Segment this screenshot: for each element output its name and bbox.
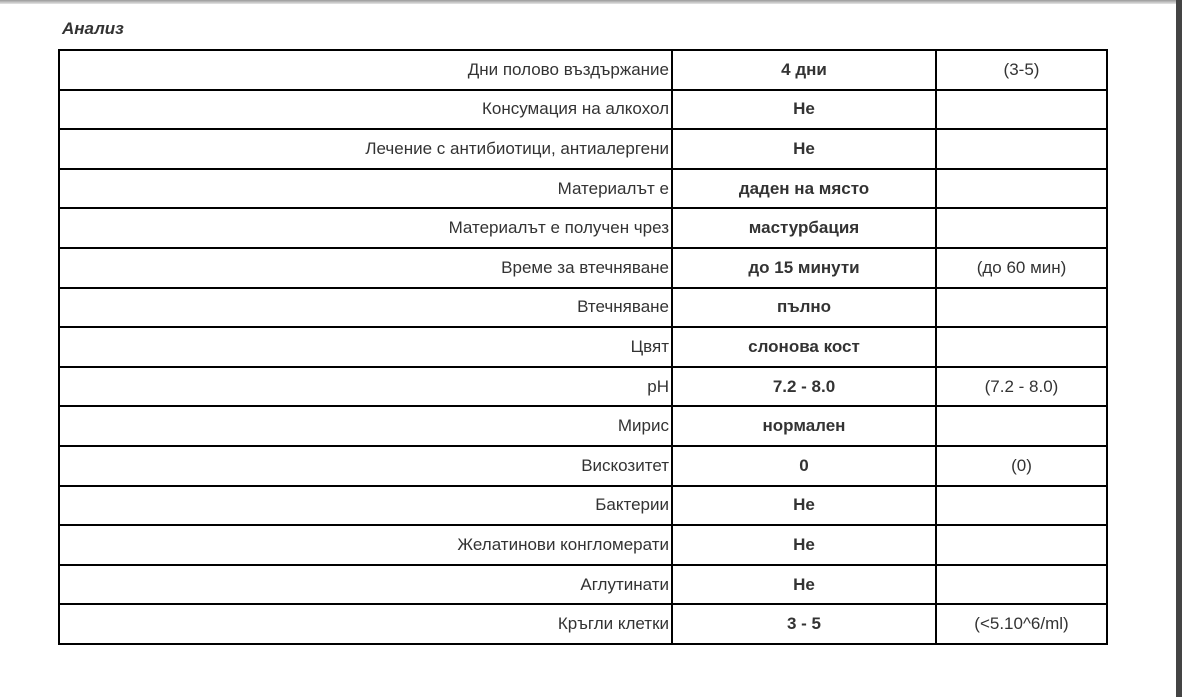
row-value: 7.2 - 8.0	[672, 367, 936, 407]
row-label: Лечение с антибиотици, антиалергени	[59, 129, 672, 169]
row-label: Материалът е получен чрез	[59, 208, 672, 248]
section-title: Анализ	[62, 19, 124, 38]
row-reference	[936, 525, 1107, 565]
row-value: нормален	[672, 406, 936, 446]
table-row	[59, 525, 1107, 565]
table-row	[59, 406, 1107, 446]
row-label: Материалът е	[59, 169, 672, 209]
row-reference	[936, 90, 1107, 130]
row-label: Втечняване	[59, 288, 672, 328]
row-label: pH	[59, 367, 672, 407]
row-label: Аглутинати	[59, 565, 672, 605]
row-value: 0	[672, 446, 936, 486]
row-reference	[936, 486, 1107, 526]
table-row	[59, 248, 1107, 288]
row-reference	[936, 327, 1107, 367]
table-row	[59, 129, 1107, 169]
row-reference: (3-5)	[936, 50, 1107, 90]
row-reference	[936, 406, 1107, 446]
row-reference: (до 60 мин)	[936, 248, 1107, 288]
row-value: слонова кост	[672, 327, 936, 367]
row-value: пълно	[672, 288, 936, 328]
row-value: 4 дни	[672, 50, 936, 90]
row-reference	[936, 208, 1107, 248]
table-row	[59, 446, 1107, 486]
row-label: Желатинови конгломерати	[59, 525, 672, 565]
scrollbar[interactable]	[1176, 0, 1182, 697]
row-value: Не	[672, 486, 936, 526]
table-row	[59, 604, 1107, 644]
row-label: Мирис	[59, 406, 672, 446]
row-reference: (0)	[936, 446, 1107, 486]
row-value: до 15 минути	[672, 248, 936, 288]
row-label: Време за втечняване	[59, 248, 672, 288]
row-label: Кръгли клетки	[59, 604, 672, 644]
table-row	[59, 486, 1107, 526]
table-row	[59, 288, 1107, 328]
row-reference	[936, 565, 1107, 605]
row-reference: (<5.10^6/ml)	[936, 604, 1107, 644]
table-row	[59, 367, 1107, 407]
row-reference: (7.2 - 8.0)	[936, 367, 1107, 407]
row-value: Не	[672, 90, 936, 130]
row-value: даден на място	[672, 169, 936, 209]
table-row	[59, 50, 1107, 90]
table-row	[59, 565, 1107, 605]
row-label: Консумация на алкохол	[59, 90, 672, 130]
row-label: Бактерии	[59, 486, 672, 526]
row-value: 3 - 5	[672, 604, 936, 644]
table-row	[59, 169, 1107, 209]
row-reference	[936, 129, 1107, 169]
table-row	[59, 90, 1107, 130]
row-value: Не	[672, 525, 936, 565]
row-label: Дни полово въздържание	[59, 50, 672, 90]
row-value: Не	[672, 129, 936, 169]
row-label: Цвят	[59, 327, 672, 367]
table-row	[59, 208, 1107, 248]
row-label: Вискозитет	[59, 446, 672, 486]
analysis-table	[58, 49, 1108, 645]
row-reference	[936, 288, 1107, 328]
table-row	[59, 327, 1107, 367]
viewer-top-edge	[0, 0, 1176, 4]
row-value: мастурбация	[672, 208, 936, 248]
row-reference	[936, 169, 1107, 209]
row-value: Не	[672, 565, 936, 605]
